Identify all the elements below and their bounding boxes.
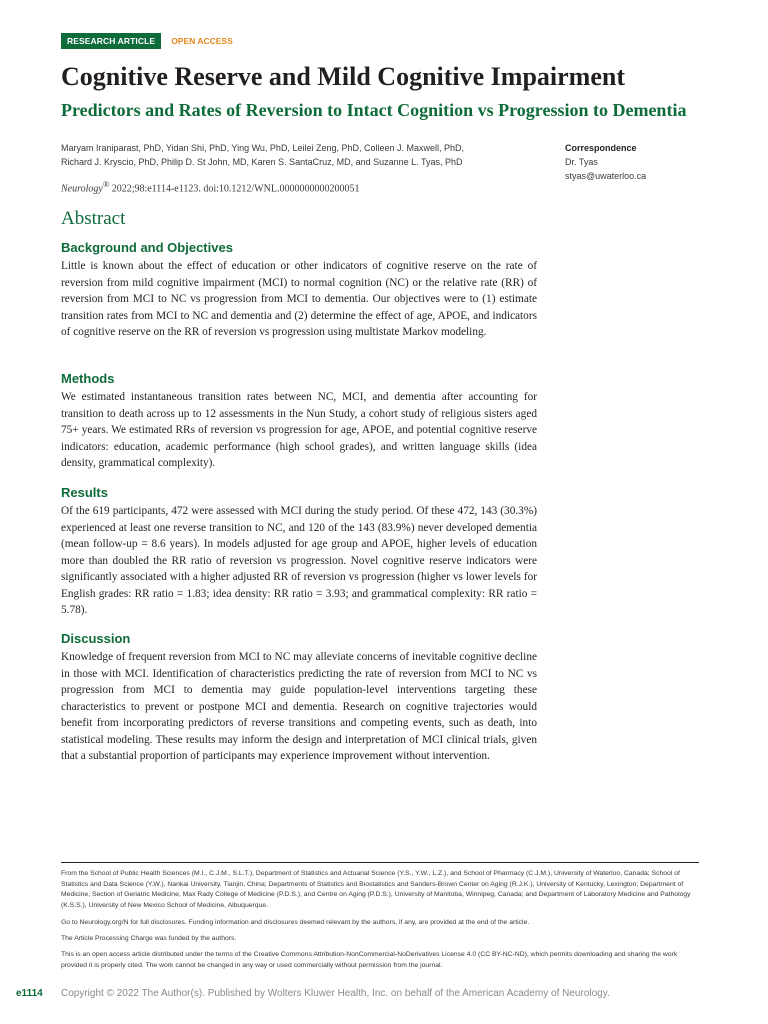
- article-title: Cognitive Reserve and Mild Cognitive Impairment: [61, 62, 626, 91]
- author-line-2: Richard J. Kryscio, PhD, Philip D. St John, MD, Karen S. SantaCruz, MD, and Suzanne L. Tyas, PhD: [61, 157, 463, 167]
- correspondence-email[interactable]: styas@uwaterloo.ca: [565, 171, 647, 181]
- footnote-disclosures: Go to Neurology.org/N for full disclosures. Funding information and disclosures deemed relevant by the authors, if any, are provided at the end of the article.: [61, 919, 530, 926]
- section-heading: Results: [61, 485, 108, 500]
- section-heading: Background and Objectives: [61, 240, 233, 255]
- section-text: Little is known about the effect of education or other indicators of cognitive reserve on the rate of reversion from mild cognitive impairment (MCI) to normal cognition (NC) or the relative rate (RR) of reversion from MCI to NC vs progression from MCI to dementia. Our objectives were to (1) estimate transition rates from MCI to NC and dementia and (2) determine the effect of age, APOE, and indicators of cognitive reserve on the RR of reversion vs progression using multistate Markov modeling.: [61, 260, 537, 338]
- section-background: [61, 240, 537, 341]
- journal-name: Neurology: [61, 183, 103, 195]
- registered-mark: ®: [102, 180, 110, 189]
- open-access-label: OPEN ACCESS: [171, 36, 233, 46]
- section-text: We estimated instantaneous transition rates between NC, MCI, and dementia after accounting for transition to death across up to 12 assessments in the Nun Study, a cohort study of religious sisters aged 75+ years. We estimated RRs of reversion vs progression for age, APOE, and potential cognitive reserve indicators: education, academic performance (high school grades), and written language skills (idea density, grammatical complexity).: [61, 391, 537, 469]
- footnote-affiliations: From the School of Public Health Sciences (M.I., C.J.M., S.L.T.), Department of Statistics and Actuarial Science (Y.S., Y.W., L.Z.), and School of Pharmacy (C.J.M.), University of Waterloo, Canada; School of Statistics and Data Science (Y.W.), Nankai University, Tianjin, China; Departments of Statistics and Biostatistics and Sanders-Brown Center on Aging (R.J.K.), University of Kentucky, Lexington; Department of Medicine, Section of Geriatric Medicine, Max Rady College of Medicine (P.D.S.), and Centre on Aging (P.D.S.), University of Manitoba, Winnipeg, Canada; and Department of Laboratory Medicine and Pathology (K.S.S.), University of New Mexico School of Medicine, Albuquerque.: [61, 870, 691, 909]
- page-number: e1114: [16, 988, 43, 999]
- footnote-apc: The Article Processing Charge was funded by the authors.: [61, 935, 237, 942]
- section-results: [61, 485, 537, 619]
- section-methods: [61, 371, 537, 472]
- section-text: Knowledge of frequent reversion from MCI to NC may alleviate concerns of inevitable cognitive decline in those with MCI. Identification of characteristics predicting the rate of reversion from MCI to NC vs progression from MCI to dementia may guide population-level interventions targeting these characteristics to prevent or postpone MCI and dementia. Research on cognitive trajectories would benefit from incorporating predictors of reverse transitions and competing events, such as death, into statistical modeling. These results may inform the design and interpretation of MCI clinical trials, given that a substantial proportion of participants may experience improvement without intervention.: [61, 651, 537, 762]
- correspondence-name: Dr. Tyas: [565, 157, 598, 167]
- section-discussion: [61, 631, 537, 765]
- footnote-license: This is an open access article distributed under the terms of the Creative Commons Attribution-NonCommercial-NoDerivatives License 4.0 (CC BY-NC-ND), which permits downloading and sharing the work provided it is properly cited. The work cannot be changed in any way or used commercially without permission from the journal.: [61, 951, 678, 969]
- correspondence-label: Correspondence: [565, 143, 637, 153]
- footnote-divider: [61, 862, 699, 863]
- abstract-heading: Abstract: [61, 208, 126, 229]
- citation-details: 2022;98:e1114-e1123. doi:10.1212/WNL.0000000000200051: [109, 183, 360, 195]
- author-line-1: Maryam Iraniparast, PhD, Yidan Shi, PhD, Ying Wu, PhD, Leilei Zeng, PhD, Colleen J. Maxwell, PhD,: [61, 143, 465, 153]
- citation: [61, 180, 541, 194]
- article-tags: [61, 33, 233, 49]
- article-type-badge: RESEARCH ARTICLE: [61, 33, 161, 49]
- section-text: Of the 619 participants, 472 were assessed with MCI during the study period. Of these 472, 143 (30.3%) experienced at least one reverse transition to NC, and 120 of the 143 (83.9%) never developed dementia (mean follow-up = 8.6 years). In models adjusted for age group and APOE, higher levels of education more than doubled the RR ratio of reversion vs progression. Novel cognitive reserve indicators were significantly associated with a higher adjusted RR of reversion vs progression (higher vs lower levels for English grades: RR ratio = 1.83; idea density: RR ratio = 3.93; and grammatical complexity: RR ratio = 5.78).: [61, 505, 537, 616]
- correspondence-block: [565, 141, 725, 183]
- section-heading: Methods: [61, 371, 115, 386]
- article-subtitle: Predictors and Rates of Reversion to Intact Cognition vs Progression to Dementia: [61, 100, 687, 120]
- author-list: [61, 141, 531, 169]
- section-heading: Discussion: [61, 631, 131, 646]
- copyright-line: Copyright © 2022 The Author(s). Published by Wolters Kluwer Health, Inc. on behalf of the American Academy of Neurology.: [61, 988, 610, 999]
